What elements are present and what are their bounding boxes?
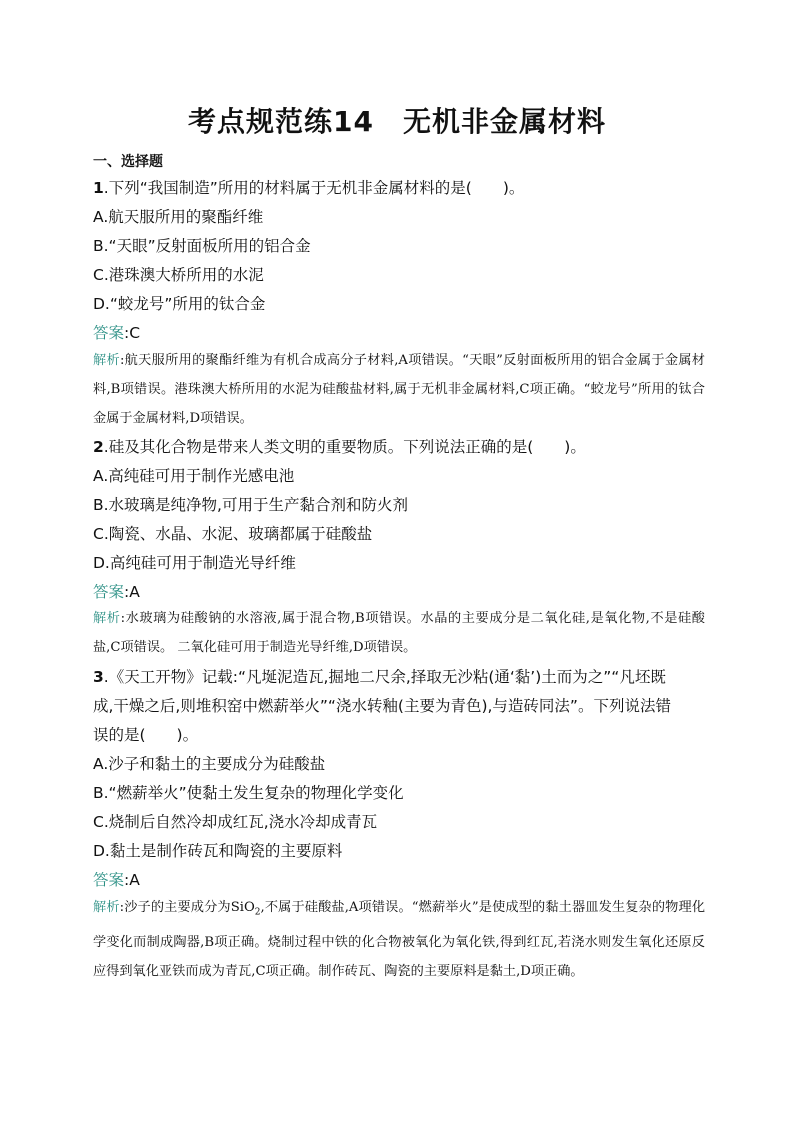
page-title: 考点规范练14 无机非金属材料 [188,105,606,138]
question-3-option-a: A.沙子和黏土的主要成分为硅酸盐 [93,755,326,773]
question-2-explanation: 解析:水玻璃为硅酸钠的水溶液,属于混合物,B项错误。水晶的主要成分是二氧化硅,是氧化物,不是硅酸盐,C项错误。 二氧化硅可用于制造光导纤维,D项错误。 [93,611,705,655]
answer-label: 答案 [93,583,125,601]
question-1-option-a: A.航天服所用的聚酯纤维 [93,208,264,226]
question-1-answer: 答案:C [93,324,141,342]
question-1-explanation: 解析:航天服所用的聚酯纤维为有机合成高分子材料,A项错误。“天眼”反射面板所用的铝合金属于金属材料,B项错误。港珠澳大桥所用的水泥为硅酸盐材料,属于无机非金属材料,C项正确。“蛟龙号”所用的钛合金属于金属材料,D项错误。 [93,353,705,426]
explanation-label: 解析 [93,611,121,626]
question-2-option-d: D.高纯硅可用于制造光导纤维 [93,554,296,572]
question-2-option-b: B.水玻璃是纯净物,可用于生产黏合剂和防火剂 [93,496,408,514]
question-1-stem: 1.下列“我国制造”所用的材料属于无机非金属材料的是( )。 [93,179,525,197]
answer-label: 答案 [93,871,125,889]
question-3-stem-line-3: 误的是( )。 [93,726,199,744]
question-2-stem: 2.硅及其化合物是带来人类文明的重要物质。下列说法正确的是( )。 [93,438,586,456]
question-3-answer: 答案:A [93,871,140,889]
question-number: 2 [93,438,104,456]
section-heading: 一、选择题 [93,154,163,170]
question-3-explanation: 解析:沙子的主要成分为SiO$_2$,不属于硅酸盐,A项错误。“燃薪举火”是使成型的黏土器皿发生复杂的物理化学变化而制成陶器,B项正确。烧制过程中铁的化合物被氧化为氧化铁,得到红瓦,若浇水则发生氧化还原反应得到氧化亚铁而成为青瓦,C项正确。制作砖瓦、陶瓷的主要原料是黏土,D项正确。 [93,900,706,979]
question-1-option-c: C.港珠澳大桥所用的水泥 [93,266,264,284]
question-2-option-c: C.陶瓷、水晶、水泥、玻璃都属于硅酸盐 [93,525,373,543]
question-3-option-c: C.烧制后自然冷却成红瓦,浇水冷却成青瓦 [93,813,378,831]
explanation-label: 解析 [93,353,120,368]
question-2-option-a: A.高纯硅可用于制作光感电池 [93,467,295,485]
question-3-option-b: B.“燃薪举火”使黏土发生复杂的物理化学变化 [93,784,404,802]
question-number: 1 [93,179,104,197]
question-1-option-b: B.“天眼”反射面板所用的铝合金 [93,237,311,255]
answer-label: 答案 [93,324,125,342]
explanation-label: 解析 [93,900,120,915]
question-1-option-d: D.“蛟龙号”所用的钛合金 [93,295,266,313]
question-2-answer: 答案:A [93,583,140,601]
question-3-stem-line-2: 成,干燥之后,则堆积窑中燃薪举火”“浇水转釉(主要为青色),与造砖同法”。下列说法错 [93,697,671,715]
question-3-stem-line-1: 3.《天工开物》记载:“凡埏泥造瓦,掘地二尺余,择取无沙粘(通‘黏’)土而为之”“凡坯既 [93,668,666,686]
question-number: 3 [93,668,104,686]
question-3-option-d: D.黏土是制作砖瓦和陶瓷的主要原料 [93,842,343,860]
